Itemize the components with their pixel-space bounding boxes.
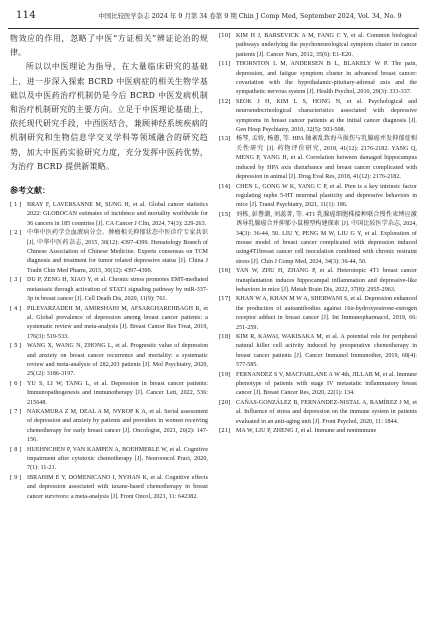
reference-number: [ 1 ] — [10, 202, 22, 209]
reference-number: [13] — [219, 136, 231, 143]
reference-number: [19] — [219, 371, 231, 378]
reference-item — [219, 399, 417, 427]
reference-list-right — [219, 32, 417, 436]
reference-item — [10, 408, 208, 446]
reference-item — [219, 295, 417, 333]
reference-item — [219, 98, 417, 136]
reference-item — [10, 201, 208, 229]
reference-text: SEOK J H, KIM L S, HONG N, et al. Psychological and neuroendocrinological characteristics associated with depressive symptoms in breast cancer patients at the initial cancer diagnosis [J]. Gen Hosp Psychiatry, 2010, 32(5): 503-508. — [236, 98, 417, 134]
reference-text: DU P, ZENG H, XIAO Y, et al. Chronic stress promotes EMT-mediated metastasis through activation of STAT3 signaling pathway by miR-337-3p in breast cancer [J]. Cell Death Dis, 2020, 11(9): 761. — [27, 277, 208, 303]
reference-text: KHAN W A, KHAN M W A, SHERWANI S, et al. Depression enhanced the production of autoantibodies against 16α-hydroxyestrone-estrogen receptor adduct in breast cancer [J]. Int Immunopharmacol, 2019, 66: 251-259. — [236, 296, 417, 331]
reference-number: [18] — [219, 334, 231, 340]
reference-text: KIM H J, BARSEVICK A M, FANG C Y, et al. Common biological pathways underlying the psychoneurological symptom cluster in cancer patients [J]. Cancer Nurs, 2012, 35(6): E1-E20. — [236, 33, 417, 58]
header-rule — [8, 28, 419, 29]
reference-item — [219, 427, 417, 436]
body-paragraph-continued: 物效应的作用，忽略了中医“方证相关”辨证论治的规律。 — [10, 34, 208, 58]
reference-number: [20] — [219, 399, 231, 406]
reference-item — [219, 371, 417, 399]
reference-text: 杨琴, 孟娇, 杨蕙, 等. HPA 轴紊乱致海马损伤与乳腺癌并发抑郁症相关性研究 [J]. 药物评价研究, 2018, 41(12): 2176-2182. YANG Q, MENG P, YANG H, et al. Correlation between damaged hippocampus induced by HPA axis disturbance and breast cancer complicated with depression in animal [J]. Drug Eval Res, 2018, 41(12): 2176-2182. — [236, 136, 417, 181]
reference-number: [21] — [219, 428, 231, 435]
reference-text: BRAY F, LAVERSANNE M, SUNG H, et al. Global cancer statistics 2022: GLOBOCAN estimates of incidence and mortality worldwide for 36 cancers in 185 countries [J]. CA Cancer J Clin, 2024, 74(3): 229-263. — [27, 202, 208, 227]
reference-number: [11] — [219, 61, 231, 68]
reference-number: [17] — [219, 296, 231, 303]
reference-text: 刘栋, 彭譽潮, 刘蕊菁, 等. 4T1 乳腺癌细胞株接种联合慢性束缚应激诱导乳腺癌合并抑郁小鼠模型构建探索 [J]. 中国比较医学杂志, 2024, 34(3): 36-44, 50. LIU Y, PENG M W, LIU G Y, et al. Exploration of mouse model of breast cancer complicated with depression induced using4T1breast cancer cell inoculation combined with chronic restraint stress [J]. Chin J Comp Med, 2024, 34(3): 36-44, 50. — [236, 211, 417, 265]
reference-number: [16] — [219, 268, 231, 275]
body-paragraph: 所以以中医理论为指导，在大量临床研究的基础上，进一步深入探索 BCRD 中医病症的相关生物学基础以及中医药治疗机制仍是今后 BCRD 中医发病机制和治疗机制研究的主要方向。立足于中医理论基础上，依托现代研究手段，中西医结合，兼顾神经系统疾病的机制研究和生物信息学交叉学科等领域融合的研究趋势，加大中医药实验研究力度，充分发挥中医药优势，为治疗 BCRD 提供新策略。 — [10, 62, 208, 171]
reference-list-left — [10, 201, 208, 502]
reference-text: WANG X, WANG N, ZHONG L, et al. Prognostic value of depression and anxiety on breast cancer recurrence and mortality: a systematic review and meta-analysis of 282,203 patients [J]. Mol Psychiatry, 2020, 25(12): 3186-3197. — [27, 343, 208, 378]
reference-text: 中华中医药学会血液病分会。肿瘤相关抑郁状态中医诊疗专家共识 [J]. 中华中医药杂志, 2015, 30(12): 4397-4399. Hematology Branch of Chinese Association of Chinese Medicine. Experts consensus on TCM diagnosis and treatment for tumor related depressive status [J]. China J Tradit Chin Med Pharm, 2015, 30(12): 4397-4399. — [27, 230, 208, 274]
reference-item — [10, 305, 208, 343]
reference-item — [10, 229, 208, 276]
reference-text: YAN W, ZHU H, ZHANG P, et al. Heterotopic 4T1 breast cancer transplantation induces hippocampal inflammation and depressive-like behaviors in mice [J]. Metab Brain Dis, 2022, 37(8): 2955-2963. — [236, 268, 417, 293]
reference-text: CHEN L, GONG W K, YANG C P, et al. Pten is a key intrinsic factor regulating raphe 5-HT neuronal plasticity and depressive behaviors in mice [J]. Transl Psychiatry, 2021, 11(1): 186. — [236, 183, 417, 209]
running-header: 中国比较医学杂志 2024 年 9 月第 34 卷第 9 期 Chin J Comp Med, September 2024, Vol. 34, No. 9 — [98, 12, 402, 20]
left-column — [10, 32, 208, 502]
reference-item — [10, 276, 208, 304]
right-column — [219, 32, 417, 436]
reference-item — [10, 446, 208, 474]
reference-number: [ 8 ] — [10, 446, 22, 453]
reference-item — [219, 32, 417, 60]
reference-text: THORNTON L M, ANDERSEN B L, BLAKELY W P. The pain, depression, and fatigue symptom cluster in advanced breast cancer: covariation with the hypothalamic-pituitary-adrenal axis and the sympathetic nervous system [J]. Health Psychol, 2010, 29(3): 333-337. — [236, 61, 417, 96]
reference-number: [ 9 ] — [10, 474, 22, 481]
reference-text: MA W, LIU P, ZHENG J, et al. Immune and nonimmune — [236, 428, 377, 435]
reference-number: [12] — [219, 98, 231, 105]
reference-text: KIM R, KAWAI, WAKISAKA M, et al. A potential role for peripheral natural killer cell activity induced by preoperative chemotherapy in breast cancer patients [J]. Cancer Immunol Immunother, 2019, 68(4): 577-585. — [236, 334, 417, 369]
reference-number: [ 3 ] — [10, 277, 22, 284]
reference-number: [ 2 ] — [10, 230, 22, 237]
reference-item — [219, 135, 417, 182]
reference-item — [219, 60, 417, 98]
reference-text: YU S, LI W, TANG L, et al. Depression in breast cancer patients: Immunopathogenesis and immunotherapy [J]. Cancer Lett, 2022, 536: 215648. — [27, 380, 208, 406]
reference-number: [ 5 ] — [10, 343, 22, 350]
reference-item — [219, 211, 417, 267]
reference-number: [10] — [219, 33, 231, 39]
reference-item — [10, 474, 208, 502]
reference-text: CAÑAS-GONZÁLEZ B, FERNÁNDEZ-NISTAL A, RAMÍREZ J M, et al. Influence of stress and depression on the immune system in patients evaluated in an anti-aging unit [J]. Front Psychol, 2020, 11: 1844. — [236, 399, 417, 425]
reference-item — [219, 183, 417, 211]
reference-number: [ 4 ] — [10, 305, 22, 312]
reference-text: IBRAHIM E Y, DOMENICANO I, NYHAN K, et al. Cognitive effects and depression associated with taxane-based chemotherapy in breast cancer survivors: a meta-analysis [J]. Front Oncol, 2021, 11: 642382. — [27, 474, 208, 500]
reference-number: [15] — [219, 211, 231, 218]
reference-number: [ 6 ] — [10, 380, 22, 387]
reference-text: PILEVARZADEH M, AMIRSHAHI M, AFSARGHAREHBAGH R, et al. Global prevalence of depression among breast cancer patients: a systematic review and meta-analysis [J]. Breast Cancer Res Treat, 2019, 176(3): 519-533. — [27, 305, 208, 340]
reference-item — [10, 380, 208, 408]
reference-text: FERNANDEZ S V, MACFARLANE A W 4th, JILLAB M, et al. Immune phenotype of patients with stage IV metastatic inflammatory breast cancer [J]. Breast Cancer Res, 2020, 22(1): 134. — [236, 371, 417, 397]
references-heading: 参考文献： — [10, 186, 50, 196]
reference-text: HUEHNCHEN P, VAN KAMPEN A, BOEHMERLE W, et al. Cognitive impairment after cytotoxic chemotherapy [J]. Neurooncol Pract, 2020, 7(1): 11-21. — [27, 446, 208, 472]
reference-number: [14] — [219, 183, 231, 190]
reference-text: NAKAMURA Z M, DEAL A M, NYROP K A, et al. Serial assessment of depression and anxiety by patients and providers in women receiving chemotherapy for early breast cancer [J]. Oncologist, 2021, 26(2): 147-156. — [27, 408, 208, 444]
page-number: 114 — [16, 10, 36, 21]
reference-item — [219, 267, 417, 295]
reference-number: [ 7 ] — [10, 408, 22, 415]
reference-item — [219, 333, 417, 371]
reference-item — [10, 342, 208, 380]
